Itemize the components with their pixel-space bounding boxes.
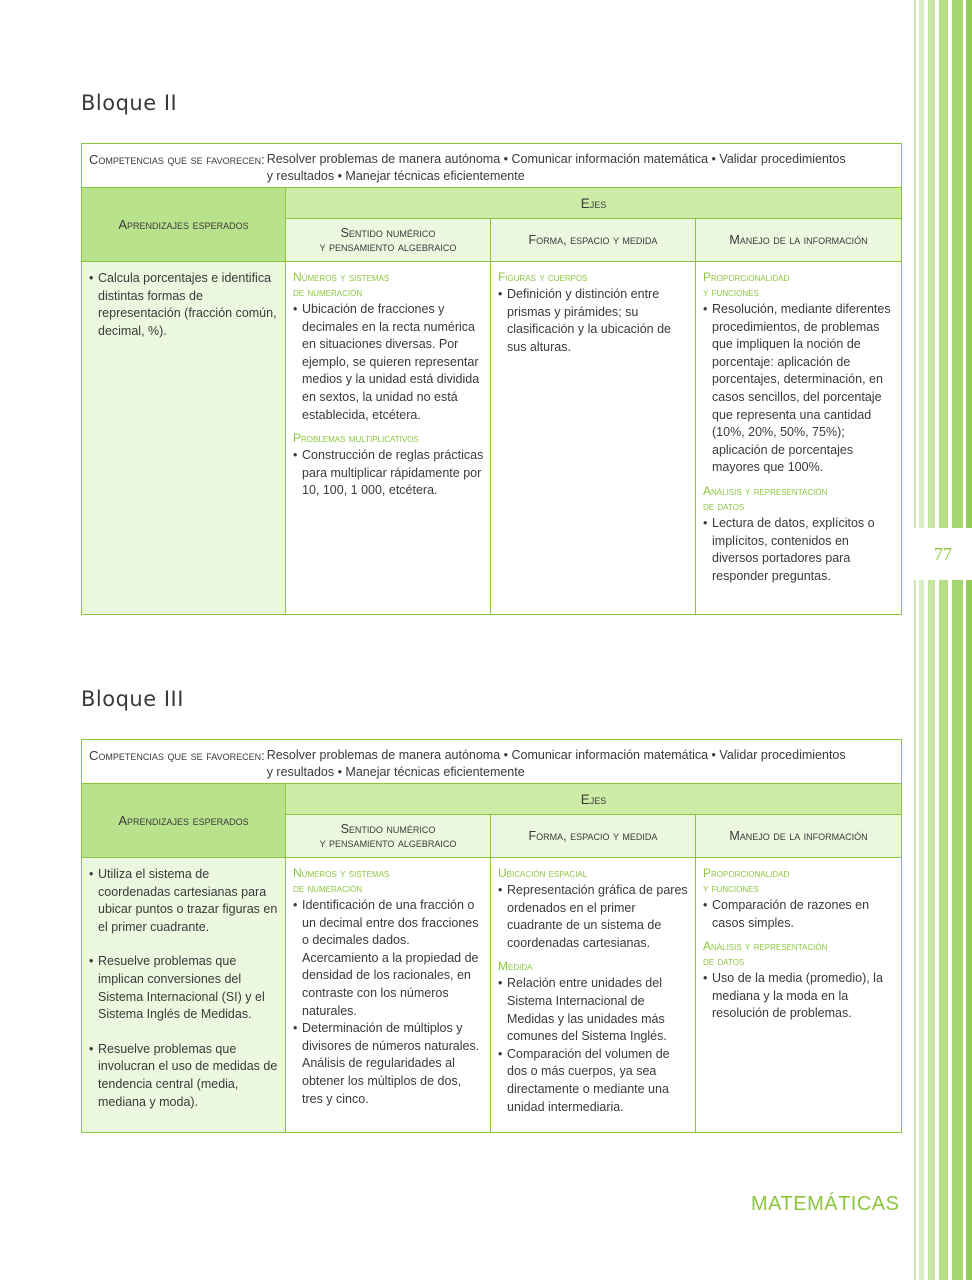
page-number: 77: [914, 528, 972, 580]
content-item: • Relación entre unidades del Sistema Internacional de Medidas y las unidades más comunes del Sistema Inglés.: [498, 975, 689, 1045]
content-section: [703, 939, 895, 1023]
column-header-sentido-numerico: [286, 219, 491, 262]
competencias-label: Competencias que se favorecen:: [89, 152, 265, 167]
content-item: • Ubicación de fracciones y decimales en la recta numérica en situaciones diversas. Por ejemplo, se quieren representar medios y la unidad está dividida en sextos, la unidad no está establecida, etcétera.: [293, 301, 484, 424]
content-item: • Lectura de datos, explícitos o implícitos, contenidos en diversos portadores para responder preguntas.: [703, 515, 895, 585]
competencias-label: Competencias que se favorecen:: [89, 748, 265, 763]
aprendizaje-item: • Resuelve problemas que implican conversiones del Sistema Internacional (SI) y el Sistema Inglés de Medidas.: [89, 953, 279, 1023]
section-title: Análisis y representación de datos: [703, 939, 828, 969]
content-item: • Representación gráfica de pares ordenados en el primer cuadrante de un sistema de coordenadas cartesianas.: [498, 882, 689, 952]
column-header-manejo-informacion: Manejo de la información: [696, 815, 902, 858]
competencias-cell: [82, 144, 902, 188]
column-header-line: Sentido numérico: [340, 226, 436, 240]
column-header-sentido-numerico: [286, 815, 491, 858]
decorative-stripes: [914, 0, 972, 1280]
content-section: [293, 866, 484, 1108]
section-title: Ubicación espacial: [498, 866, 588, 880]
aprendizajes-cell: [82, 262, 286, 615]
content-section: [293, 270, 484, 424]
content-item: • Definición y distinción entre prismas y pirámides; su clasificación y la ubicación de sus alturas.: [498, 286, 689, 356]
content-section: [703, 484, 895, 585]
content-section: [498, 866, 689, 952]
content-section: [293, 431, 484, 500]
bloque-title: Bloque III: [81, 687, 184, 711]
section-title: Números y sistemas de numeración: [293, 866, 390, 895]
content-item: • Identificación de una fracción o un decimal entre dos fracciones o decimales dados. Acercamiento a la propiedad de densidad de los racionales, en contraste con los números naturales.: [293, 897, 484, 1020]
aprendizaje-item: • Utiliza el sistema de coordenadas cartesianas para ubicar puntos o trazar figuras en el primer cuadrante.: [89, 866, 279, 936]
content-item: • Comparación del volumen de dos o más cuerpos, ya sea directamente o mediante una unidad intermediaria.: [498, 1046, 689, 1116]
section-title: Figuras y cuerpos: [498, 270, 588, 284]
section-title: Números y sistemas de numeración: [293, 270, 390, 299]
content-item: • Determinación de múltiplos y divisores de números naturales. Análisis de regularidades al obtener los múltiplos de dos, tres y cinco.: [293, 1020, 484, 1108]
column-header-forma-espacio: Forma, espacio y medida: [491, 219, 696, 262]
competencias-text: Resolver problemas de manera autónoma • Comunicar información matemática • Validar procedimientos: [266, 152, 846, 166]
content-section: [498, 270, 689, 356]
column-header-line: Sentido numérico: [340, 822, 436, 836]
aprendizajes-header: Aprendizajes esperados: [82, 784, 286, 858]
content-item: • Uso de la media (promedio), la mediana y la moda en la resolución de problemas.: [703, 970, 895, 1023]
content-item: • Comparación de razones en casos simples.: [703, 897, 895, 932]
sentido-numerico-cell: [286, 262, 491, 615]
competencias-text: Resolver problemas de manera autónoma • Comunicar información matemática • Validar procedimientos: [266, 748, 846, 762]
section-title: Problemas multiplicativos: [293, 431, 419, 446]
section-title: Proporcionalidad y funciones: [703, 866, 790, 895]
section-title: Proporcionalidad y funciones: [703, 270, 790, 299]
footer-subject: MATEMÁTICAS: [751, 1193, 900, 1215]
column-header-line: y pensamiento algebraico: [319, 836, 457, 850]
aprendizaje-item: • Calcula porcentajes e identifica distintas formas de representación (fracción común, decimal, %).: [89, 270, 279, 340]
aprendizajes-cell: [82, 858, 286, 1133]
competencias-cell: [82, 740, 902, 784]
column-header-line: y pensamiento algebraico: [319, 240, 457, 254]
content-section: [703, 866, 895, 932]
manejo-informacion-cell: [696, 262, 902, 615]
sentido-numerico-cell: [286, 858, 491, 1133]
section-title: Medida: [498, 959, 533, 974]
competencias-text: y resultados • Manejar técnicas eficientemente: [266, 169, 525, 183]
content-item: • Resolución, mediante diferentes procedimientos, de problemas que impliquen la noción de porcentaje: aplicación de porcentajes, determinación, en casos sencillos, del porcentaje que representa una cantidad (10%, 20%, 50%, 75%); aplicación de porcentajes mayores que 100%.: [703, 301, 895, 477]
aprendizajes-header: Aprendizajes esperados: [82, 188, 286, 262]
content-section: [498, 959, 689, 1116]
aprendizaje-item: • Resuelve problemas que involucran el uso de medidas de tendencia central (media, mediana y moda).: [89, 1041, 279, 1111]
section-title: Análisis y representación de datos: [703, 483, 828, 513]
column-header-forma-espacio: Forma, espacio y medida: [491, 815, 696, 858]
column-header-manejo-informacion: Manejo de la información: [696, 219, 902, 262]
content-item: • Construcción de reglas prácticas para multiplicar rápidamente por 10, 100, 1 000, etcétera.: [293, 447, 484, 500]
ejes-header: Ejes: [286, 784, 902, 815]
bloque-title: Bloque II: [81, 91, 178, 115]
competencias-text: y resultados • Manejar técnicas eficientemente: [266, 765, 525, 779]
manejo-informacion-cell: [696, 858, 902, 1133]
bloque-table: [81, 739, 902, 1133]
bloque-table: [81, 143, 902, 615]
forma-espacio-cell: [491, 858, 696, 1133]
content-section: [703, 270, 895, 477]
ejes-header: Ejes: [286, 188, 902, 219]
forma-espacio-cell: [491, 262, 696, 615]
